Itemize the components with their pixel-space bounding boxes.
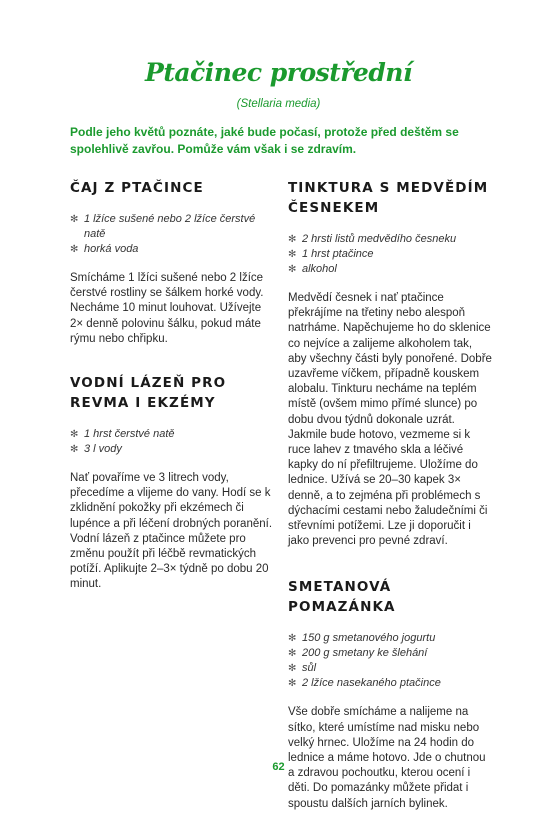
ingredient-list — [288, 232, 493, 277]
ingredient-item: ✻ 1 hrst čerstvé natě — [70, 428, 175, 441]
asterisk-bullet-icon: ✻ — [70, 214, 79, 225]
ingredient-item: ✻ 2 lžíce nasekaného ptačince — [288, 677, 441, 690]
recipe-text: Vše dobře smícháme a nalijeme na sítko, které umístíme nad misku nebo velký hrnec. Uložíme na 24 hodin do lednice a máme hotovo. Jde o chutnou a zdravou pochoutku, kterou ocení i děti. Do pomazánky můžete přidat i spoustu dalších jarních bylinek. — [288, 706, 486, 810]
recipe-lazen — [70, 373, 275, 593]
ingredient-item: ✻ horká voda — [70, 243, 139, 255]
asterisk-bullet-icon: ✻ — [70, 244, 79, 255]
left-column — [70, 178, 275, 617]
asterisk-bullet-icon: ✻ — [288, 663, 297, 675]
asterisk-bullet-icon: ✻ — [288, 234, 297, 245]
asterisk-bullet-icon: ✻ — [70, 429, 79, 441]
ingredient-list — [288, 631, 493, 691]
asterisk-bullet-icon: ✻ — [288, 249, 297, 260]
asterisk-bullet-icon: ✻ — [70, 444, 79, 456]
section-heading: VODNÍ LÁZEŇ PRO REVMA I EKZÉMY — [70, 375, 227, 412]
ingredient-item: ✻ sůl — [288, 662, 317, 675]
asterisk-bullet-icon: ✻ — [288, 648, 297, 660]
recipe-pomazanka — [288, 577, 493, 811]
ingredient-item: ✻ 3 l vody — [70, 443, 122, 456]
recipe-text: Nať povaříme ve 3 litrech vody, přecedíme a vlijeme do vany. Hodí se k zklidnění pokožky při ekzémech či lupénce a při léčení drobných poranění. Vodní lázeň z ptačince můžete pro změnu použít při léčbě revmatických potíží. Aplikujte 2–3× týdně po dobu 20 minut. — [70, 472, 273, 591]
ingredient-item: ✻ 2 hrsti listů medvědího česneku — [288, 233, 457, 245]
ingredient-item: ✻ alkohol — [288, 263, 337, 275]
intro-paragraph: Podle jeho květů poznáte, jaké bude počasí, protože před deštěm se spolehlivě zavřou. Pomůže vám však i se zdravím. — [70, 125, 459, 156]
ingredient-item: ✻ 200 g smetany ke šlehání — [288, 647, 428, 660]
section-heading: TINKTURA S MEDVĚDÍM ČESNEKEM — [288, 180, 489, 216]
asterisk-bullet-icon: ✻ — [288, 264, 297, 275]
asterisk-bullet-icon: ✻ — [288, 633, 297, 645]
recipe-text: Medvědí česnek i nať ptačince překrájíme na třetiny nebo alespoň natrháme. Napěchujeme ho do sklenice co nejvíce a zalijeme alkoholem tak, aby všechny části byly ponořené. Dobře uzavřeme víčkem, případně kouskem alobalu. Tinkturu necháme na teplém místě (ovšem mimo přímé slunce) po dobu dvou týdnů dokonale uzrát. Jakmile bude hotovo, vezmeme si k ruce lahev z tmavého skla a léčivé kapky do ní přefiltrujeme. Uložíme do lednice. Užívá se 20–30 kapek 3× denně, a to zejména při problémech s dýchacími cestami nebo žaludečními či střevními potížemi. Lze ji doporučit i jako prevenci pro pevné zdraví. — [288, 292, 492, 548]
ingredient-list — [70, 427, 275, 457]
latin-name: (Stellaria media) — [236, 98, 321, 110]
page-number: 62 — [272, 761, 285, 773]
ingredient-item: ✻ 1 hrst ptačince — [288, 248, 374, 260]
recipe-tinktura — [288, 178, 493, 549]
right-column — [288, 178, 493, 836]
ingredient-item: ✻ 1 lžíce sušené nebo 2 lžíce čerstvé natě — [70, 213, 256, 240]
recipe-text: Smícháme 1 lžíci sušené nebo 2 lžíce čerstvé rostliny se šálkem horké vody. Necháme 10 minut louhovat. Užívejte 2× denně polovinu šálku, pokud máte rýmu nebo chřipku. — [70, 272, 264, 345]
asterisk-bullet-icon: ✻ — [288, 678, 297, 690]
ingredient-list — [70, 212, 275, 257]
section-heading: SMETANOVÁ POMAZÁNKA — [288, 579, 396, 616]
recipe-caj — [70, 178, 275, 347]
page-title: Ptačinec prostřední — [145, 58, 412, 87]
ingredient-item: ✻ 150 g smetanového jogurtu — [288, 632, 436, 645]
section-heading: ČAJ Z PTAČINCE — [70, 180, 204, 196]
